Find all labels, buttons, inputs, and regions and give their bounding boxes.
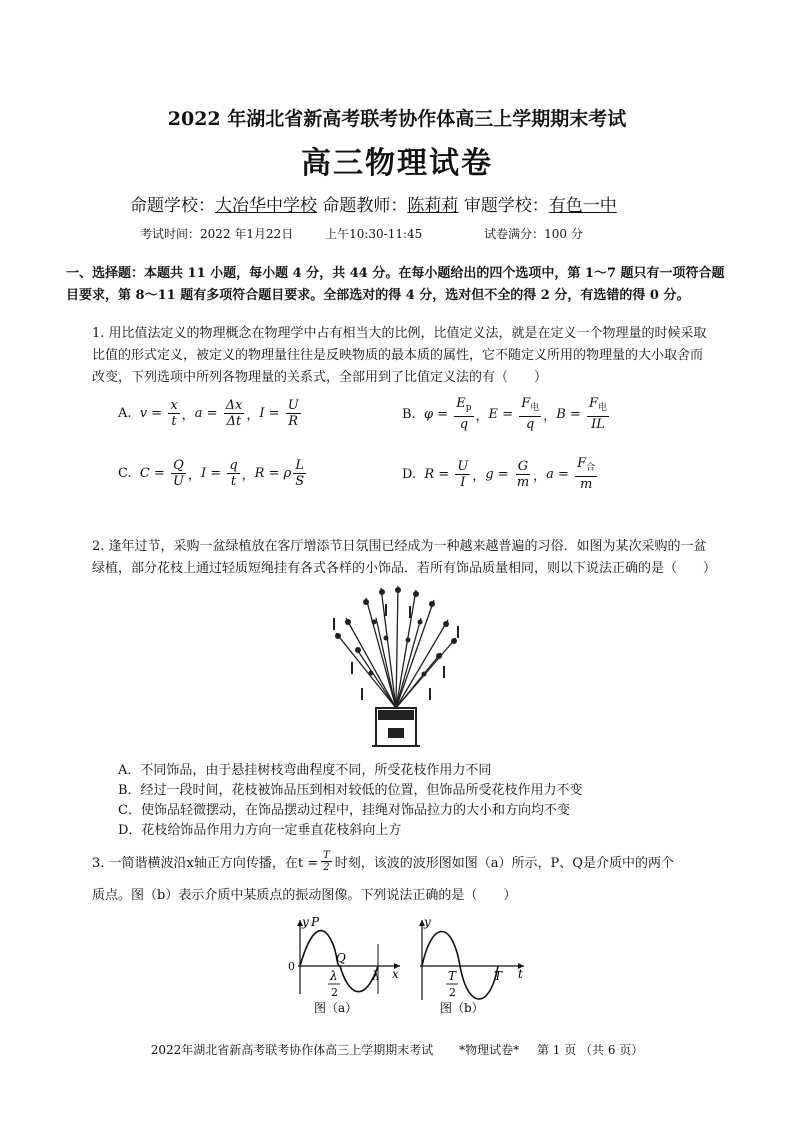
paper-subtitle: 高三物理试卷 [301, 146, 493, 181]
potted-plant-figure [326, 578, 466, 750]
setter-school: 大冶华中学校 [215, 196, 317, 216]
q3-stem-a: 3. 一简谐横波沿x轴正方向传播，在t = [92, 856, 319, 871]
exam-time: 考试时间：2022 年1月22日 [140, 227, 294, 241]
fig-a-x-label: x [392, 967, 399, 981]
option-label: D. [402, 466, 417, 482]
setter-info [130, 191, 617, 216]
fig-b-t-label: t [518, 967, 523, 981]
fig-a-origin: 0 [288, 960, 295, 973]
fig-a-caption: 图（a） [314, 1001, 358, 1015]
footer-page-number: 第 1 页 （共 6 页） [536, 1043, 644, 1057]
fig-b-full-label: T [494, 969, 503, 983]
fig-b-half-den: 2 [449, 986, 456, 999]
t-half-fraction: $\frac{T}{2}$ [323, 850, 330, 873]
q1-option-c: C. C = $\frac{Q}{U}$ ， I = $\frac{q}{t}$ ， R = ρ $\frac{L}{S}$ [118, 458, 305, 489]
vibration-figure-b [412, 914, 530, 1016]
option-label: A. [118, 406, 132, 421]
fig-a-y-label: y [302, 915, 309, 929]
question-3-stem-line2: 质点。图（b）表示介质中某质点的振动图像。下列说法正确的是（ ） [92, 888, 517, 903]
q1-option-b: B. φ = $\frac{E_p}{q}$ ， E = $\frac{F_电}{q}$ ， B = $\frac{F_电}{IL}$ [402, 396, 608, 432]
q2-option-a: A．不同饰品，由于悬挂树枝弯曲程度不同，所受花枝作用力不同 [118, 763, 492, 778]
fig-b-caption: 图（b） [440, 1001, 484, 1015]
q2-option-c: C．使饰品轻微摆动，在饰品摆动过程中，挂绳对饰品拉力的大小和方向均不变 [118, 803, 570, 818]
question-3-stem-line1 [92, 850, 674, 873]
footer-exam-name: 2022年湖北省新高考联考协作体高三上学期期末考试 [150, 1043, 434, 1057]
fig-a-p-label: P [311, 915, 320, 929]
full-score: 试卷满分：100 分 [484, 227, 583, 241]
footer-subject: *物理试卷* [459, 1043, 520, 1057]
fig-a-full-label: λ [372, 969, 380, 983]
fig-a-half-den: 2 [331, 986, 338, 999]
setter-teacher: 陈莉莉 [407, 196, 459, 216]
q3-stem-b: 时刻，该波的波形图如图（a）所示，P、Q是介质中的两个 [334, 856, 674, 871]
fig-b-half-num: T [448, 969, 457, 983]
q2-option-d: D．花枝给饰品作用力方向一定垂直花枝斜向上方 [118, 823, 402, 838]
wave-figure-a [278, 914, 408, 1016]
fig-b-y-label: y [424, 915, 431, 929]
q2-option-b: B．经过一段时间，花枝被饰品压到相对较低的位置，但饰品所受花枝作用力不变 [118, 783, 583, 798]
question-1-stem: 1. 用比值法定义的物理概念在物理学中占有相当大的比例，比值定义法，就是在定义一个物理量的时候采取比值的形式定义，被定义的物理量往往是反映物质的最本质的属性，它不随定义所用的物理量的大小取舍而改变，下列选项中所列各物理量的关系式，全部用到了比值定义法的有（ ） [92, 326, 707, 385]
exam-title: 2022 年湖北省新高考联考协作体高三上学期期末考试 [167, 108, 627, 130]
reviewer-school: 有色一中 [548, 196, 617, 216]
setter-teacher-label: 命题教师： [322, 196, 408, 216]
question-2-stem: 2. 逢年过节，采购一盆绿植放在客厅增添节日氛围已经成为一种越来越普遍的习俗．如图为某次采购的一盆绿植，部分花枝上通过轻质短绳挂有各式各样的小饰品．若所有饰品质量相同，则以下说法正确的是（ ） [92, 539, 717, 576]
exam-period: 上午10:30-11:45 [325, 227, 423, 241]
setter-school-label: 命题学校： [130, 196, 215, 216]
reviewer-school-label: 审题学校： [463, 196, 549, 216]
option-label: B. [402, 406, 416, 422]
q1-option-a: A. v = $\frac{x}{t}$ ， a = $\frac{\Delta x}{\Delta t}$ ， I = $\frac{U}{R}$ [118, 398, 299, 429]
exam-info [140, 225, 583, 242]
section-intro: 一、选择题：本题共 11 小题，每小题 4 分，共 44 分。在每小题给出的四个选项中，第 1～7 题只有一项符合题目要求，第 8～11 题有多项符合题目要求。全部选对的得 4 分，选对但不全的得 2 分，有选错的得 0 分。 [66, 266, 725, 303]
q1-option-d: D. R = $\frac{U}{I}$ ， g = $\frac{G}{m}$ ， a = $\frac{F_合}{m}$ [402, 456, 596, 492]
fig-a-half-num: λ [330, 969, 338, 983]
option-label: C. [118, 466, 132, 481]
page-footer [0, 1041, 794, 1058]
fig-a-q-label: Q [336, 951, 346, 965]
